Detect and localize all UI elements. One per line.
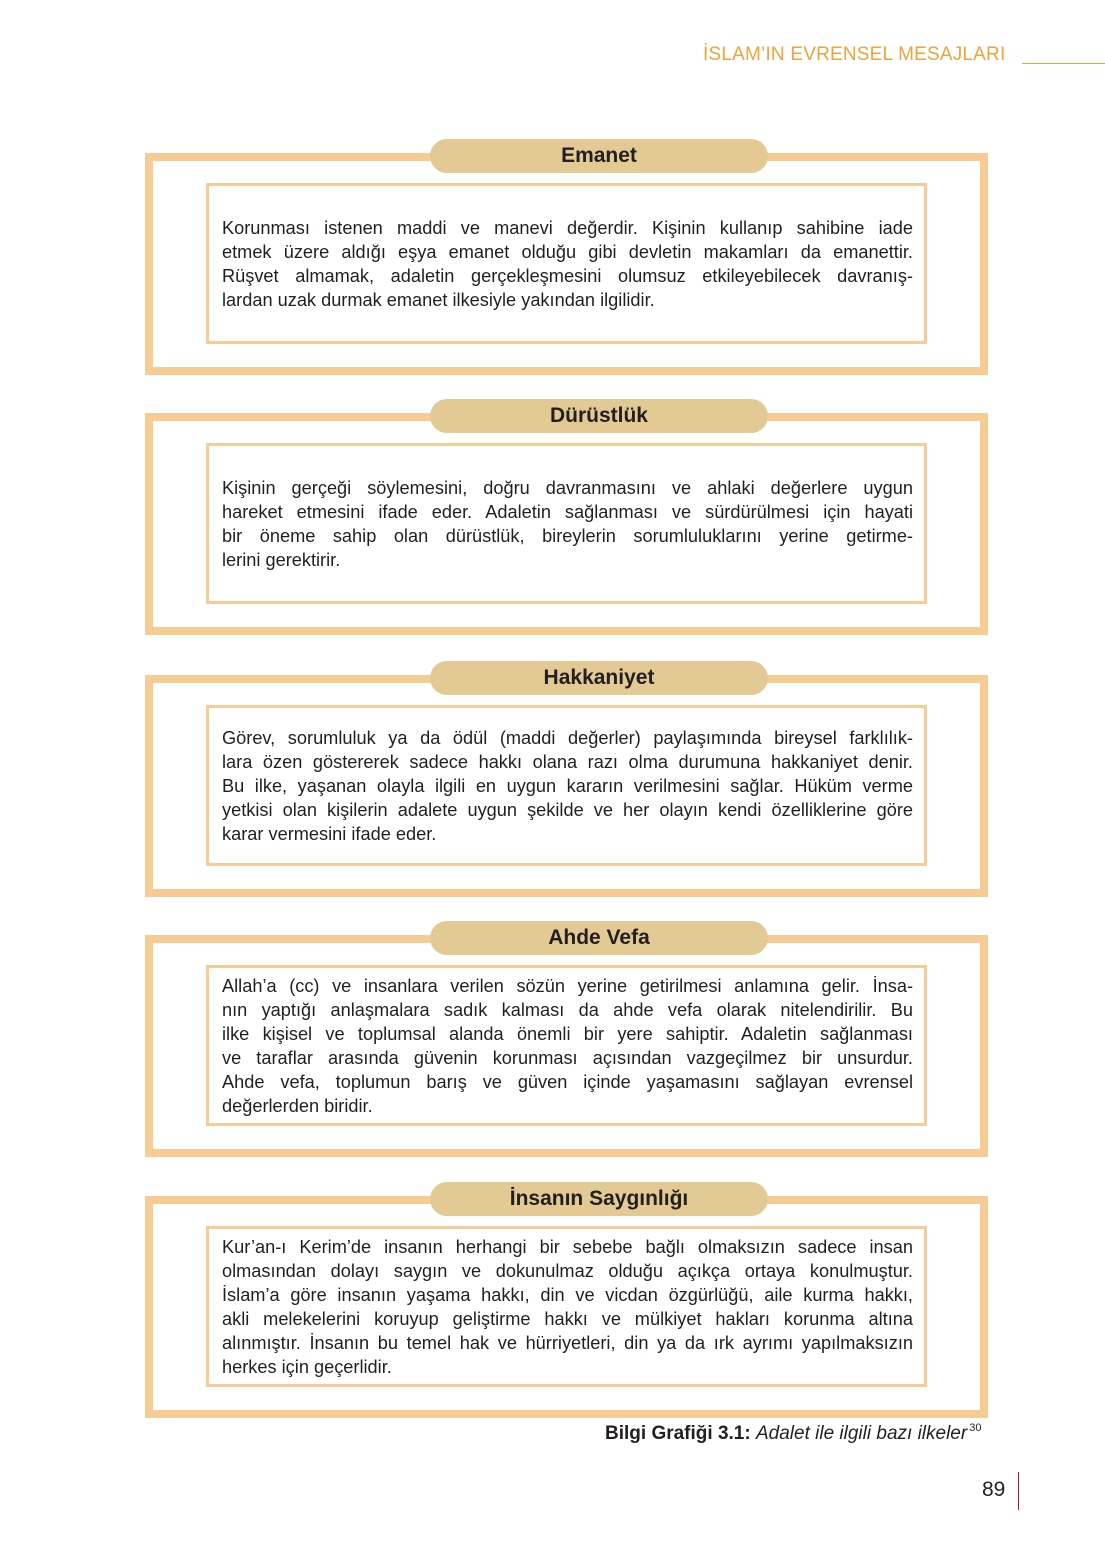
principle-box	[145, 1187, 988, 1418]
text-line: nın yaptığı anlaşmalara sadık kalması da ahde vefa olarak nitelendirilir. Bu	[222, 999, 913, 1020]
text-line: akli melekelerini koruyup geliştirme hakkı ve mülkiyet hakları korunma altına	[222, 1308, 913, 1329]
principle-box	[145, 926, 988, 1157]
principle-description	[206, 1226, 927, 1387]
principle-title: Dürüstlük	[430, 399, 768, 433]
text-line: Allah’a (cc) ve insanlara verilen sözün yerine getirilmesi anlamına gelir. İnsa-	[222, 975, 913, 996]
running-header: İSLAM’IN EVRENSEL MESAJLARI	[703, 44, 1006, 65]
text-line: Görev, sorumluluk ya da ödül (maddi değerler) paylaşımında bireysel farklılık-	[222, 727, 913, 748]
figure-caption	[605, 1422, 981, 1445]
principle-description	[206, 705, 927, 866]
text-line: Ahde vefa, toplumun barış ve güven içinde yaşamasını sağlayan evrensel	[222, 1071, 913, 1092]
principle-title: Emanet	[430, 139, 768, 173]
footnote-ref: 30	[969, 1422, 982, 1434]
principle-description	[206, 965, 927, 1126]
principle-title: Ahde Vefa	[430, 921, 768, 955]
text-line: değerlerden biridir.	[222, 1095, 373, 1116]
text-line: herkes için geçerlidir.	[222, 1356, 392, 1377]
text-line: hareket etmesini ifade eder. Adaletin sağlanması ve sürdürülmesi için hayati	[222, 501, 913, 522]
principle-box	[145, 404, 988, 635]
text-line: yetkisi olan kişilerin adalete uygun şekilde ve her olayın kendi özelliklerine göre	[222, 799, 913, 820]
principle-title: İnsanın Saygınlığı	[430, 1182, 768, 1216]
text-line: lara özen göstererek sadece hakkı olana razı olma durumuna hakkaniyet denir.	[222, 751, 913, 772]
text-line: lerini gerektirir.	[222, 549, 341, 570]
page-number-rule	[1018, 1472, 1019, 1510]
principle-box	[145, 666, 988, 897]
principle-box	[145, 144, 988, 375]
caption-label: Bilgi Grafiği 3.1:	[605, 1423, 751, 1444]
text-line: ilke kişisel ve toplumsal alanda önemli bir yere sahiptir. Adaletin sağlanması	[222, 1023, 913, 1044]
principle-title: Hakkaniyet	[430, 661, 768, 695]
text-line: Kur’an-ı Kerim’de insanın herhangi bir sebebe bağlı olmaksızın sadece insan	[222, 1236, 913, 1257]
text-line: lardan uzak durmak emanet ilkesiyle yakından ilgilidir.	[222, 289, 655, 310]
text-line: ve taraflar arasında güvenin korunması açısından vazgeçilmez bir unsurdur.	[222, 1047, 913, 1068]
text-line: olmasından dolayı saygın ve dokunulmaz olduğu açıkça ortaya konulmuştur.	[222, 1260, 913, 1281]
text-line: etmek üzere aldığı eşya emanet olduğu gibi devletin makamları da emanettir.	[222, 241, 913, 262]
text-line: bir öneme sahip olan dürüstlük, bireylerin sorumluluklarını yerine getirme-	[222, 525, 913, 546]
principle-description	[206, 183, 927, 344]
page-number: 89	[982, 1478, 1006, 1501]
text-line: Kişinin gerçeği söylemesini, doğru davranmasını ve ahlaki değerlere uygun	[222, 477, 913, 498]
text-line: Korunması istenen maddi ve manevi değerdir. Kişinin kullanıp sahibine iade	[222, 217, 913, 238]
text-line: karar vermesini ifade eder.	[222, 823, 437, 844]
caption-text: Adalet ile ilgili bazı ilkeler	[755, 1423, 968, 1444]
text-line: Rüşvet almamak, adaletin gerçekleşmesini olumsuz etkileyebilecek davranış-	[222, 265, 913, 286]
header-rule	[1022, 63, 1105, 64]
text-line: alınmıştır. İnsanın bu temel hak ve hürriyetleri, din ya da ırk ayrımı yapılmaksızın	[222, 1332, 913, 1353]
text-line: Bu ilke, yaşanan olayla ilgili en uygun kararın verilmesini sağlar. Hüküm verme	[222, 775, 913, 796]
text-line: İslam’a göre insanın yaşama hakkı, din ve vicdan özgürlüğü, aile kurma hakkı,	[222, 1284, 913, 1305]
principle-description	[206, 443, 927, 604]
